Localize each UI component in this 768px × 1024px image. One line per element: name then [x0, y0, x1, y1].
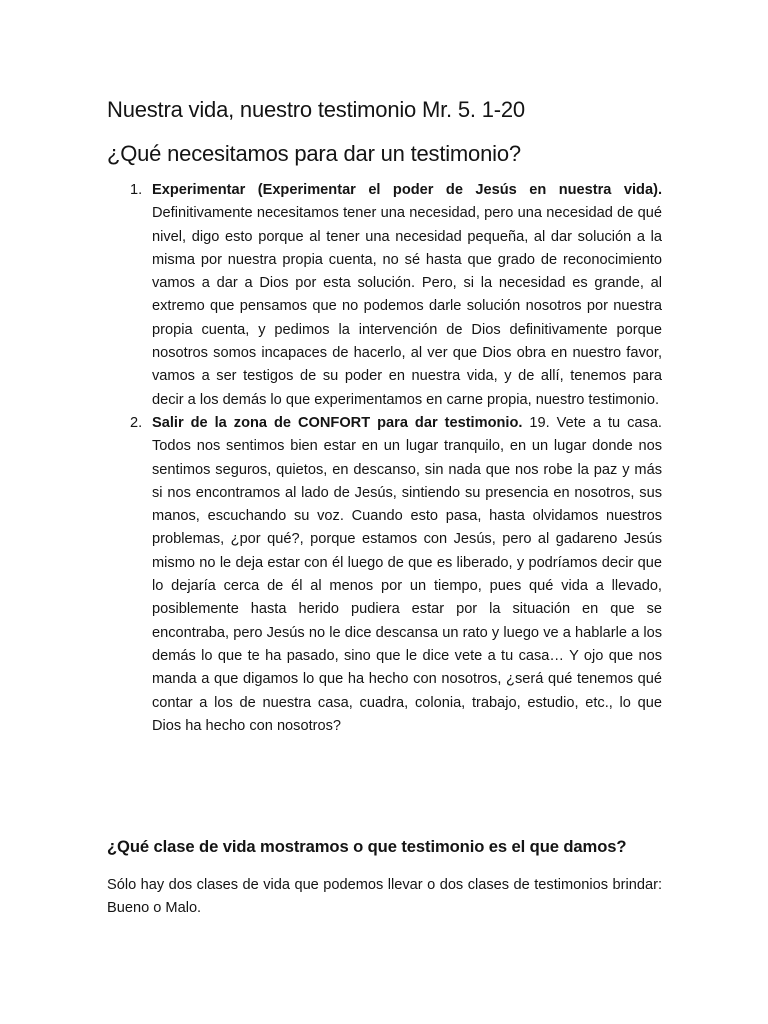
document-subtitle: ¿Qué necesitamos para dar un testimonio?	[107, 141, 521, 166]
list-item-2	[130, 412, 662, 738]
section-heading: ¿Qué clase de vida mostramos o que testimonio es el que damos?	[107, 837, 627, 856]
document-title: Nuestra vida, nuestro testimonio Mr. 5. 1-20	[107, 97, 525, 122]
list-item-1	[130, 179, 662, 412]
list-item-heading: Experimentar (Experimentar el poder de Jesús en nuestra vida).	[152, 182, 662, 198]
list-item-heading: Salir de la zona de CONFORT para dar testimonio.	[152, 414, 523, 431]
closing-paragraph: Sólo hay dos clases de vida que podemos llevar o dos clases de testimonios brindar: Bueno o Malo.	[107, 877, 662, 917]
numbered-list	[130, 179, 662, 738]
list-item-body: 19. Vete a tu casa. Todos nos sentimos bien estar en un lugar tranquilo, en un lugar donde nos sentimos seguros, quietos, en descanso, sin nada que nos robe la paz y más si nos encontramos al lado de Jesús, sintiendo su presencia en nosotros, sus manos, escuchando su voz. Cuando esto pasa, hasta olvidamos nuestros problemas, ¿por qué?, porque estamos con Jesús, pero al gadareno Jesús mismo no le deja estar con él luego de que es liberado, y podríamos decir que lo dejaría cerca de él al menos por un tiempo, pues qué vida a llevado, posiblemente hasta herido pudiera estar por la situación en que se encontraba, pero Jesús no le dice descansa un rato y luego ve a hablarle a los demás lo que te ha pasado, sino que le dice vete a tu casa… Y ojo que nos manda a que digamos lo que ha hecho con nosotros, ¿será qué tenemos qué contar a los de nuestra casa, cuadra, colonia, trabajo, estudio, etc., lo que Dios ha hecho con nosotros?	[152, 414, 662, 734]
list-item-body: Definitivamente necesitamos tener una necesidad, pero una necesidad de qué nivel, digo esto porque al tener una necesidad pequeña, al dar solución a la misma por nuestra propia cuenta, no sé hasta que grado de reconocimiento vamos a dar a Dios por esta solución. Pero, si la necesidad es grande, al extremo que pensamos que no podemos darle solución nosotros por nuestra propia cuenta, y pedimos la intervención de Dios definitivamente porque nosotros somos incapaces de hacerlo, al ver que Dios obra en nuestro favor, vamos a ser testigos de su poder en nuestra vida, y de allí, tenemos para decir a los demás lo que experimentamos en carne propia, nuestro testimonio.	[152, 205, 662, 408]
list-item-number: 1.	[130, 182, 143, 198]
list-item-number: 2.	[130, 414, 143, 431]
